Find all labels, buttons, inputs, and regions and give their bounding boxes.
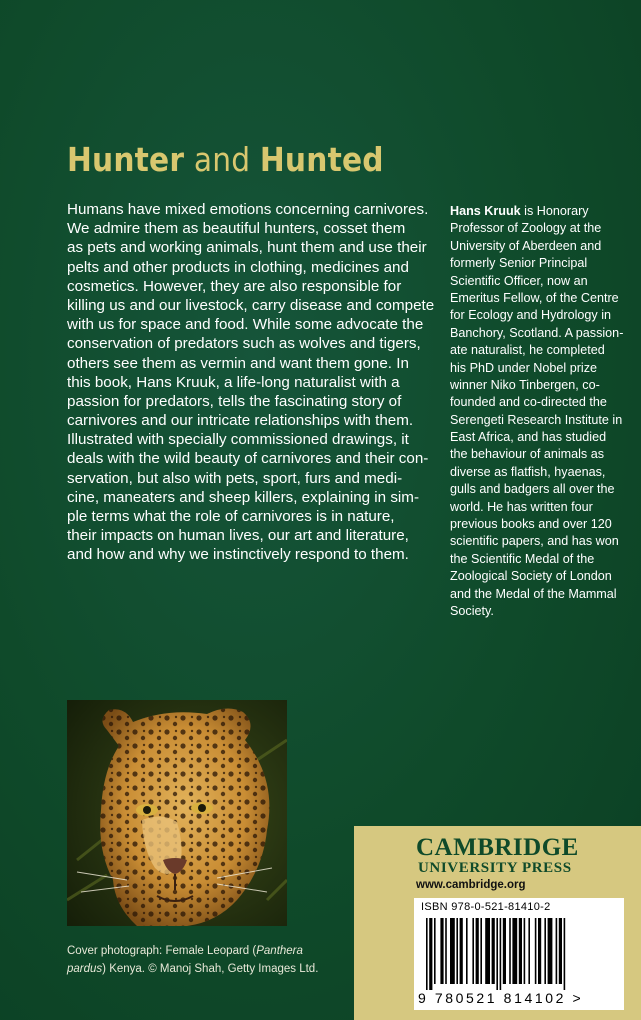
description-line: We admire them as beautiful hunters, cosset them	[67, 220, 406, 238]
barcode-bar	[559, 918, 562, 984]
caption-genus: Panthera	[256, 945, 303, 957]
barcode-bar	[509, 918, 511, 984]
bio-line: the Scientific Medal of the	[450, 551, 595, 566]
bio-line: diverse as flatfish, hyaenas,	[450, 464, 606, 479]
bio-line: scientific papers, and has won	[450, 534, 619, 549]
barcode-bar	[434, 918, 436, 984]
barcode-bar	[429, 918, 432, 990]
barcode-bar	[456, 918, 458, 984]
description-line: and how and why we instinctively respond to them.	[67, 546, 409, 564]
bio-line: founded and co-directed the	[450, 395, 607, 410]
barcode-bar	[496, 918, 498, 990]
description-line: passion for predators, tells the fascinating story of	[67, 392, 402, 410]
description-line: cosmetics. However, they are also responsible for	[67, 277, 402, 295]
barcode-bar	[492, 918, 495, 984]
bio-line: the behaviour of animals as	[450, 447, 605, 462]
bio-line: his PhD under Nobel prize	[450, 360, 598, 375]
bio-line: East Africa, and has studied	[450, 430, 607, 445]
publisher-name: CAMBRIDGE	[416, 834, 579, 861]
bio-line: and the Medal of the Mammal	[450, 586, 617, 601]
barcode-bar	[480, 918, 482, 984]
barcode-bar	[440, 918, 443, 984]
publisher-panel	[354, 826, 641, 1020]
description-line: with us for space and food. While some advocate the	[67, 316, 424, 334]
title-and: and	[184, 140, 260, 179]
description-line: servation, but also with pets, sport, furs and medi-	[67, 469, 403, 487]
barcode-bar	[528, 918, 530, 984]
bio-line: Serengeti Research Institute in	[450, 412, 623, 427]
bio-line: Emeritus Fellow, of the Centre	[450, 290, 619, 305]
description-line: as pets and working animals, hunt them and use their	[67, 239, 427, 257]
author-bio	[450, 203, 635, 620]
barcode-bar	[476, 918, 479, 984]
title-hunted: Hunted	[259, 140, 384, 179]
bio-line: ate naturalist, he completed	[450, 343, 605, 358]
bio-line: previous books and over 120	[450, 517, 612, 532]
bio-line	[450, 203, 635, 220]
description-line: others see them as vermin and want them gone. In	[67, 354, 409, 372]
barcode-bar	[538, 918, 541, 984]
barcode-bar	[535, 918, 537, 984]
barcode-bar	[485, 918, 490, 984]
caption-text: Cover photograph: Female Leopard (	[67, 945, 257, 957]
bio-line: Professor of Zoology at the	[450, 221, 602, 236]
barcode-bar	[445, 918, 447, 984]
description-line: their impacts on human lives, our art and literature,	[67, 527, 409, 545]
author-name: Hans Kruuk	[450, 204, 521, 218]
description-line: ple terms what the role of carnivores is in nature,	[67, 508, 395, 525]
barcode-bar	[426, 918, 428, 990]
barcode-number: 9 780521 814102 >	[418, 990, 584, 1006]
publisher-url[interactable]: www.cambridge.org	[416, 879, 526, 891]
barcode-bar	[544, 918, 546, 984]
barcode-bar	[556, 918, 558, 984]
barcode-bar	[450, 918, 455, 984]
description-line: conservation of predators such as wolves and tigers,	[67, 335, 421, 353]
description-line: killing us and our livestock, carry disease and compete	[67, 296, 435, 314]
publisher-subtitle: UNIVERSITY PRESS	[418, 860, 572, 876]
description-line: Humans have mixed emotions concerning carnivores.	[67, 201, 429, 218]
barcode-bar	[460, 918, 463, 984]
bio-line: formerly Senior Principal	[450, 256, 588, 271]
barcode-bar	[503, 918, 506, 984]
book-description	[67, 200, 437, 565]
leopard-photo	[67, 700, 287, 926]
photo-caption	[67, 942, 357, 978]
description-line: pelts and other products in clothing, medicines and	[67, 258, 409, 276]
barcode-bar	[500, 918, 502, 990]
isbn-text: ISBN 978-0-521-81410-2	[421, 901, 551, 913]
bio-line: Scientific Officer, now an	[450, 273, 588, 288]
leopard-photo-icon	[67, 700, 287, 926]
barcode-bar	[512, 918, 517, 984]
bio-line: Zoological Society of London	[450, 569, 612, 584]
caption-credit: ) Kenya. © Manoj Shah, Getty Images Ltd.	[102, 963, 319, 975]
barcode-bar	[519, 918, 522, 984]
book-title	[67, 140, 384, 179]
caption-line-1	[67, 942, 357, 960]
description-line: cine, maneaters and sheep killers, explaining in sim-	[67, 488, 420, 506]
barcode-bar	[472, 918, 474, 984]
bio-line: for Ecology and Hydrology in	[450, 308, 612, 323]
bio-line: world. He has written four	[450, 499, 593, 514]
bio-line: winner Niko Tinbergen, co-	[450, 377, 600, 392]
barcode-bar	[564, 918, 566, 990]
barcode-bar	[524, 918, 526, 984]
bio-line: Society.	[450, 603, 494, 618]
description-line: deals with the wild beauty of carnivores and their con-	[67, 450, 429, 468]
barcode-icon	[426, 918, 612, 990]
title-hunter: Hunter	[67, 140, 185, 179]
description-line: Illustrated with specially commissioned drawings, it	[67, 431, 409, 449]
caption-species: pardus	[67, 963, 103, 975]
bio-line: gulls and badgers all over the	[450, 482, 615, 497]
bio-line: University of Aberdeen and	[450, 238, 602, 253]
description-line: this book, Hans Kruuk, a life-long naturalist with a	[67, 373, 400, 391]
description-line: carnivores and our intricate relationships with them.	[67, 412, 414, 430]
barcode-box	[414, 898, 624, 1010]
bio-line: Banchory, Scotland. A passion-	[450, 325, 624, 340]
barcode-bar	[548, 918, 553, 984]
barcode-bar	[466, 918, 468, 984]
bio-first-line-rest: is Honorary	[520, 204, 589, 218]
caption-line-2	[67, 960, 357, 978]
